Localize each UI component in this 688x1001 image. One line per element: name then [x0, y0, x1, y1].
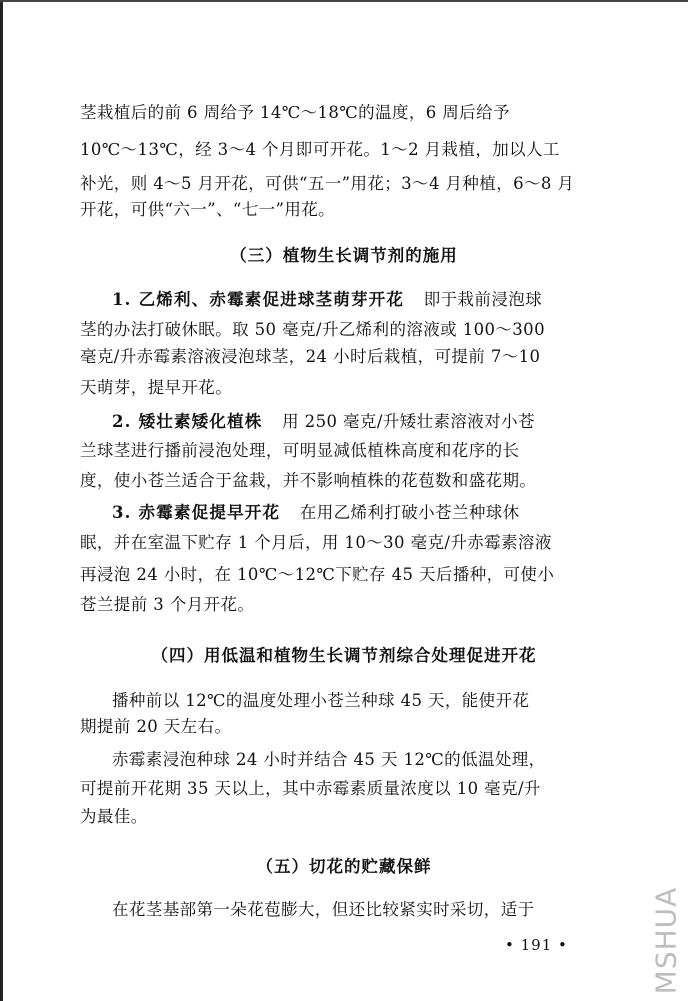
item-1-first-line: [112, 289, 622, 311]
section-heading-4: （四）用低温和植物生长调节剂综合处理促进开花: [151, 646, 537, 665]
watermark: [644, 880, 688, 1000]
text-line: 兰球茎进行播前浸泡处理，可明显减低植株高度和花序的长: [80, 441, 520, 460]
text-line: 期提前 20 天左右。: [80, 717, 232, 736]
text-span: 即于栽前浸泡球: [423, 290, 543, 309]
watermark-text: MSHUA: [649, 886, 683, 994]
text-line: 可提前开花期 35 天以上，其中赤霉素质量浓度以 10 毫克/升: [80, 779, 541, 798]
text-span: 用 250 毫克/升矮壮素溶液对小苍: [282, 412, 535, 431]
text-span: 在用乙烯利打破小苍兰种球休: [299, 503, 520, 522]
item-1-heading: 1. 乙烯利、赤霉素促进球茎萌芽开花: [112, 290, 405, 309]
text-line: 苍兰提前 3 个月开花。: [80, 595, 255, 614]
text-line: 眠，并在室温下贮存 1 个月后，用 10～30 毫克/升赤霉素溶液: [80, 533, 552, 552]
text-line: 毫克/升赤霉素溶液浸泡球茎，24 小时后栽植，可提前 7～10: [80, 347, 541, 366]
text-line: 播种前以 12℃的温度处理小苍兰种球 45 天，能使开花: [112, 691, 530, 710]
text-line: 10℃～13℃，经 3～4 个月即可开花。1～2 月栽植，加以人工: [80, 140, 560, 159]
section-heading-3: （三）植物生长调节剂的施用: [230, 246, 458, 265]
page-top-edge: [0, 0, 688, 2]
text-line: 度，使小苍兰适合于盆栽，并不影响植株的花苞数和盛花期。: [80, 471, 537, 490]
item-2-first-line: [112, 411, 622, 433]
item-3-heading: 3. 赤霉素促提早开花: [112, 503, 281, 522]
text-line: 开花，可供“六一”、“七一”用花。: [80, 200, 336, 219]
page-left-edge: [0, 0, 3, 1001]
text-line: 为最佳。: [80, 807, 148, 826]
item-2-heading: 2. 矮壮素矮化植株: [112, 412, 263, 431]
text-line: 赤霉素浸泡种球 24 小时并结合 45 天 12℃的低温处理，: [112, 750, 546, 769]
text-line: 天萌芽，提早开花。: [80, 378, 233, 397]
section-heading-5: （五）切花的贮藏保鲜: [256, 857, 432, 876]
text-line: 补光，则 4～5 月开花，可供“五一”用花；3～4 月种植，6～8 月: [80, 174, 575, 193]
text-line: 再浸泡 24 小时，在 10℃～12℃下贮存 45 天后播种，可使小: [80, 565, 555, 584]
text-line: 茎的办法打破休眠。取 50 毫克/升乙烯利的溶液或 100～300: [80, 320, 545, 339]
text-line: 茎栽植后的前 6 周给予 14℃～18℃的温度，6 周后给予: [80, 103, 510, 122]
item-3-first-line: [112, 502, 622, 524]
text-line: 在花茎基部第一朵花苞膨大，但还比较紧实时采切，适于: [112, 900, 535, 919]
page-number: • 191 •: [505, 936, 568, 954]
